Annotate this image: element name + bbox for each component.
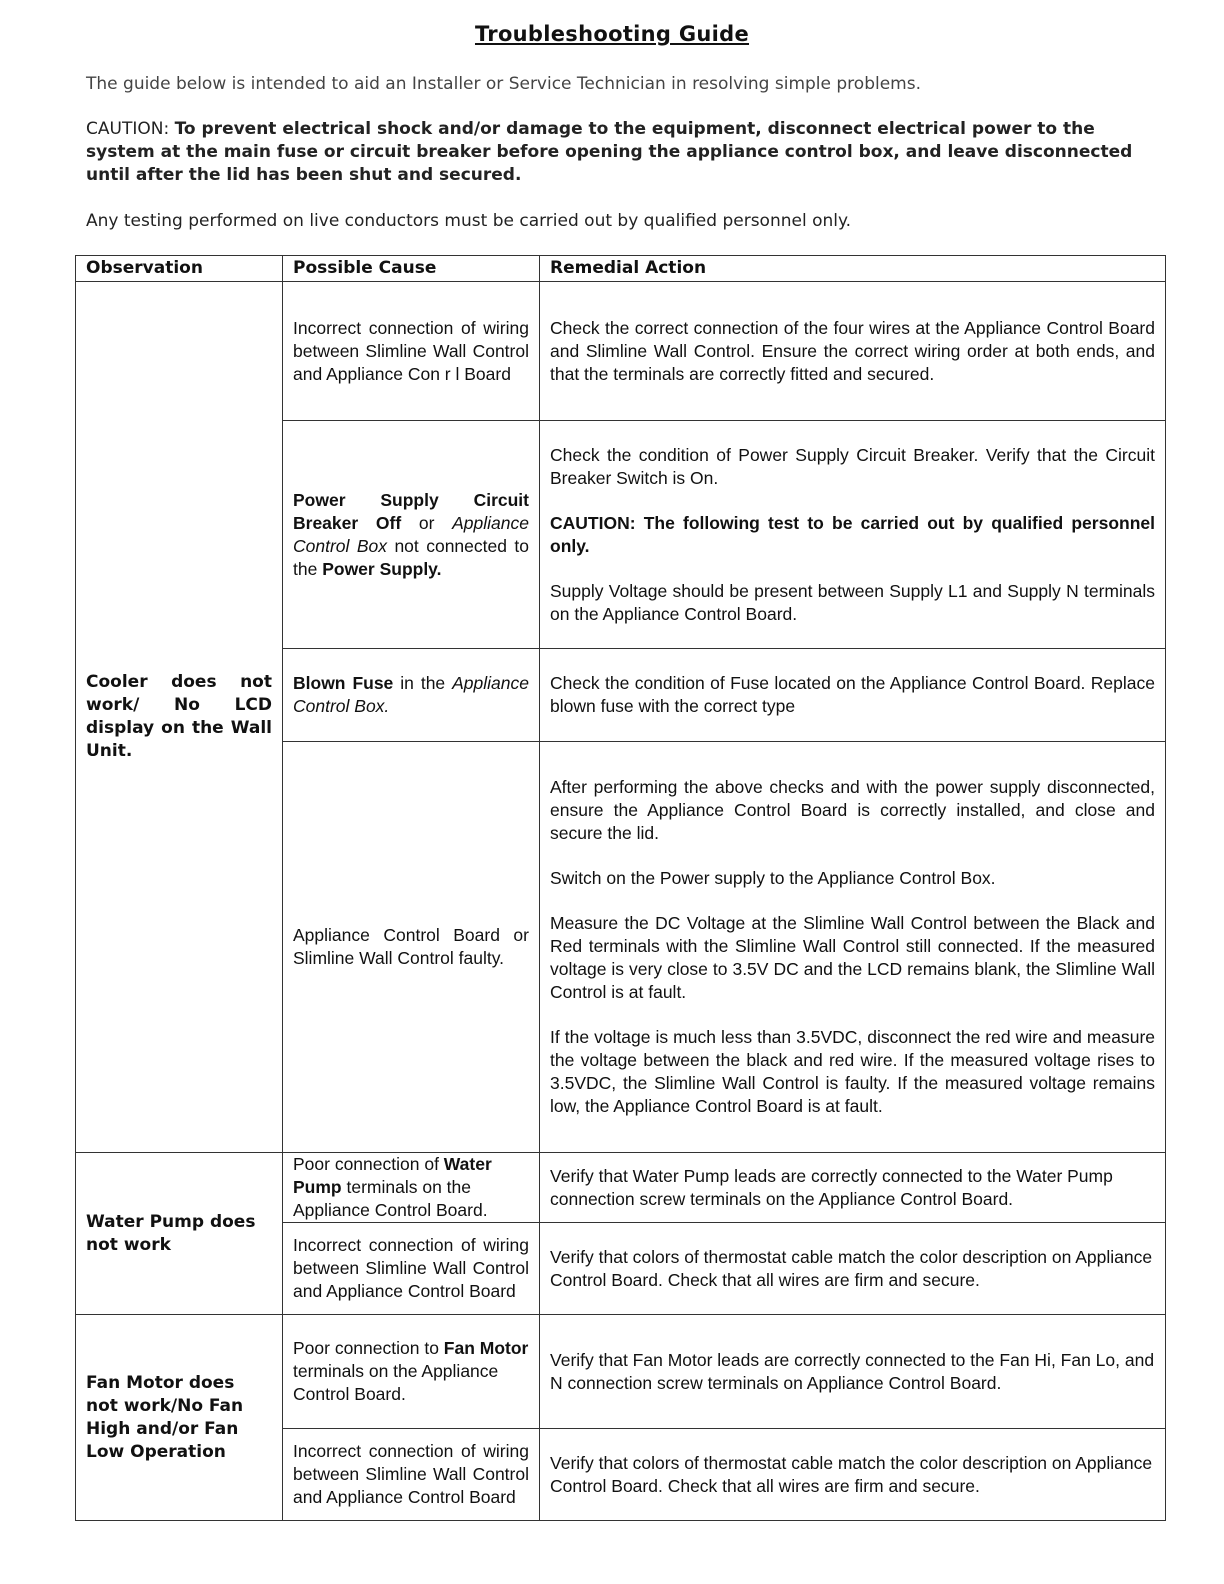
observation-cell: Fan Motor does not work/No Fan High and/or Fan Low Operation: [76, 1315, 283, 1521]
cause-cell: Incorrect connection of wiring between Slimline Wall Control and Appliance Control Board: [283, 1223, 540, 1315]
action-paragraph: After performing the above checks and with the power supply disconnected, ensure the Appliance Control Board is correctly installed, and close and secure the lid.: [550, 777, 1155, 843]
cause-text: Poor connection of: [293, 1154, 444, 1174]
action-cell: [540, 1429, 1166, 1521]
table-header-row: [76, 256, 1166, 282]
cause-text-italic: Appliance Control Box: [293, 512, 529, 556]
caution-label: CAUTION:: [86, 119, 170, 139]
action-cell: [540, 1223, 1166, 1315]
cause-cell: [283, 421, 540, 649]
action-paragraph: Check the condition of Power Supply Circuit Breaker. Verify that the Circuit Breaker Switch is On.: [550, 444, 1155, 488]
cause-text: in the: [393, 673, 453, 693]
cause-cell: Incorrect connection of wiring between Slimline Wall Control and Appliance Con r l Board: [283, 282, 540, 421]
cause-text-bold: Power Supply.: [322, 558, 442, 579]
cause-text-bold: Blown Fuse: [293, 673, 394, 693]
action-paragraph: Supply Voltage should be present between Supply L1 and Supply N terminals on the Appliance Control Board.: [550, 580, 1155, 624]
cause-text: not connected to the: [293, 535, 529, 579]
intro-paragraph: The guide below is intended to aid an Installer or Service Technician in resolving simple problems.: [86, 74, 921, 94]
cause-text-bold: Power Supply Circuit Breaker Off: [293, 489, 529, 533]
cause-text-bold: Fan Motor: [443, 1338, 529, 1358]
cause-cell: [283, 1153, 540, 1223]
cause-cell: [283, 1315, 540, 1429]
action-paragraph: Measure the DC Voltage at the Slimline Wall Control between the Black and Red terminals with the Slimline Wall Control still connected. If the measured voltage is very close to 3.5V DC and the LCD remains blank, the Slimline Wall Control is at fault.: [550, 913, 1155, 1002]
cause-text: or: [401, 512, 453, 533]
action-paragraph: If the voltage is much less than 3.5VDC, disconnect the red wire and measure the voltage between the black and red wire. If the measured voltage rises to 3.5VDC, the Slimline Wall Control is faulty. If the measured voltage remains low, the Appliance Control Board is at fault.: [550, 1027, 1155, 1116]
caution-text: To prevent electrical shock and/or damage to the equipment, disconnect electrical power to the system at the main fuse or circuit breaker before opening the appliance control box, and leave disconnected until after the lid has been shut and secured.: [86, 119, 1133, 185]
table-row: [76, 1315, 1166, 1429]
cause-cell: Appliance Control Board or Slimline Wall Control faulty.: [283, 742, 540, 1153]
cause-text-italic: Appliance Control Box.: [293, 673, 529, 716]
cause-text-bold: Water Pump: [293, 1154, 492, 1197]
action-paragraph: Verify that Water Pump leads are correctly connected to the Water Pump connection screw terminals on the Appliance Control Board.: [550, 1165, 1113, 1209]
header-remedial-action: Remedial Action: [540, 256, 1166, 282]
action-paragraph: Verify that colors of thermostat cable match the color description on Appliance Control Board. Check that all wires are firm and secure.: [550, 1246, 1153, 1290]
page-title: Troubleshooting Guide: [474, 22, 750, 46]
action-paragraph: Check the condition of Fuse located on the Appliance Control Board. Replace blown fuse with the correct type: [550, 673, 1155, 716]
table-row: [76, 1153, 1166, 1223]
cause-cell: [283, 649, 540, 742]
table-row: [76, 282, 1166, 421]
header-observation: Observation: [76, 256, 283, 282]
action-caution: CAUTION: The following test to be carried out by qualified personnel only.: [550, 512, 1155, 556]
action-paragraph: Switch on the Power supply to the Appliance Control Box.: [550, 868, 996, 888]
action-paragraph: Verify that Fan Motor leads are correctly connected to the Fan Hi, Fan Lo, and N connection screw terminals on Appliance Control Board.: [550, 1349, 1155, 1393]
cause-text: Poor connection to: [293, 1338, 444, 1358]
action-cell: [540, 649, 1166, 742]
testing-note: Any testing performed on live conductors must be carried out by qualified personnel only.: [86, 211, 852, 231]
cause-text: terminals on the Appliance Control Board.: [293, 1361, 499, 1404]
cause-cell: Incorrect connection of wiring between Slimline Wall Control and Appliance Control Board: [283, 1429, 540, 1521]
header-possible-cause: Possible Cause: [283, 256, 540, 282]
observation-cell: Water Pump does not work: [76, 1153, 283, 1315]
action-cell: [540, 742, 1166, 1153]
action-paragraph: Check the correct connection of the four wires at the Appliance Control Board and Slimline Wall Control. Ensure the correct wiring order at both ends, and that the terminals are correctly fitted and secured.: [550, 317, 1155, 384]
cause-text: terminals on the Appliance Control Board.: [293, 1177, 488, 1220]
action-cell: [540, 1153, 1166, 1223]
action-cell: [540, 282, 1166, 421]
observation-cell: Cooler does not work/ No LCD display on the Wall Unit.: [76, 282, 283, 1153]
action-paragraph: Verify that colors of thermostat cable match the color description on Appliance Control Board. Check that all wires are firm and secure.: [550, 1452, 1153, 1496]
action-cell: [540, 1315, 1166, 1429]
action-cell: [540, 421, 1166, 649]
troubleshooting-table: [75, 255, 1166, 1521]
caution-paragraph: [86, 118, 1146, 187]
